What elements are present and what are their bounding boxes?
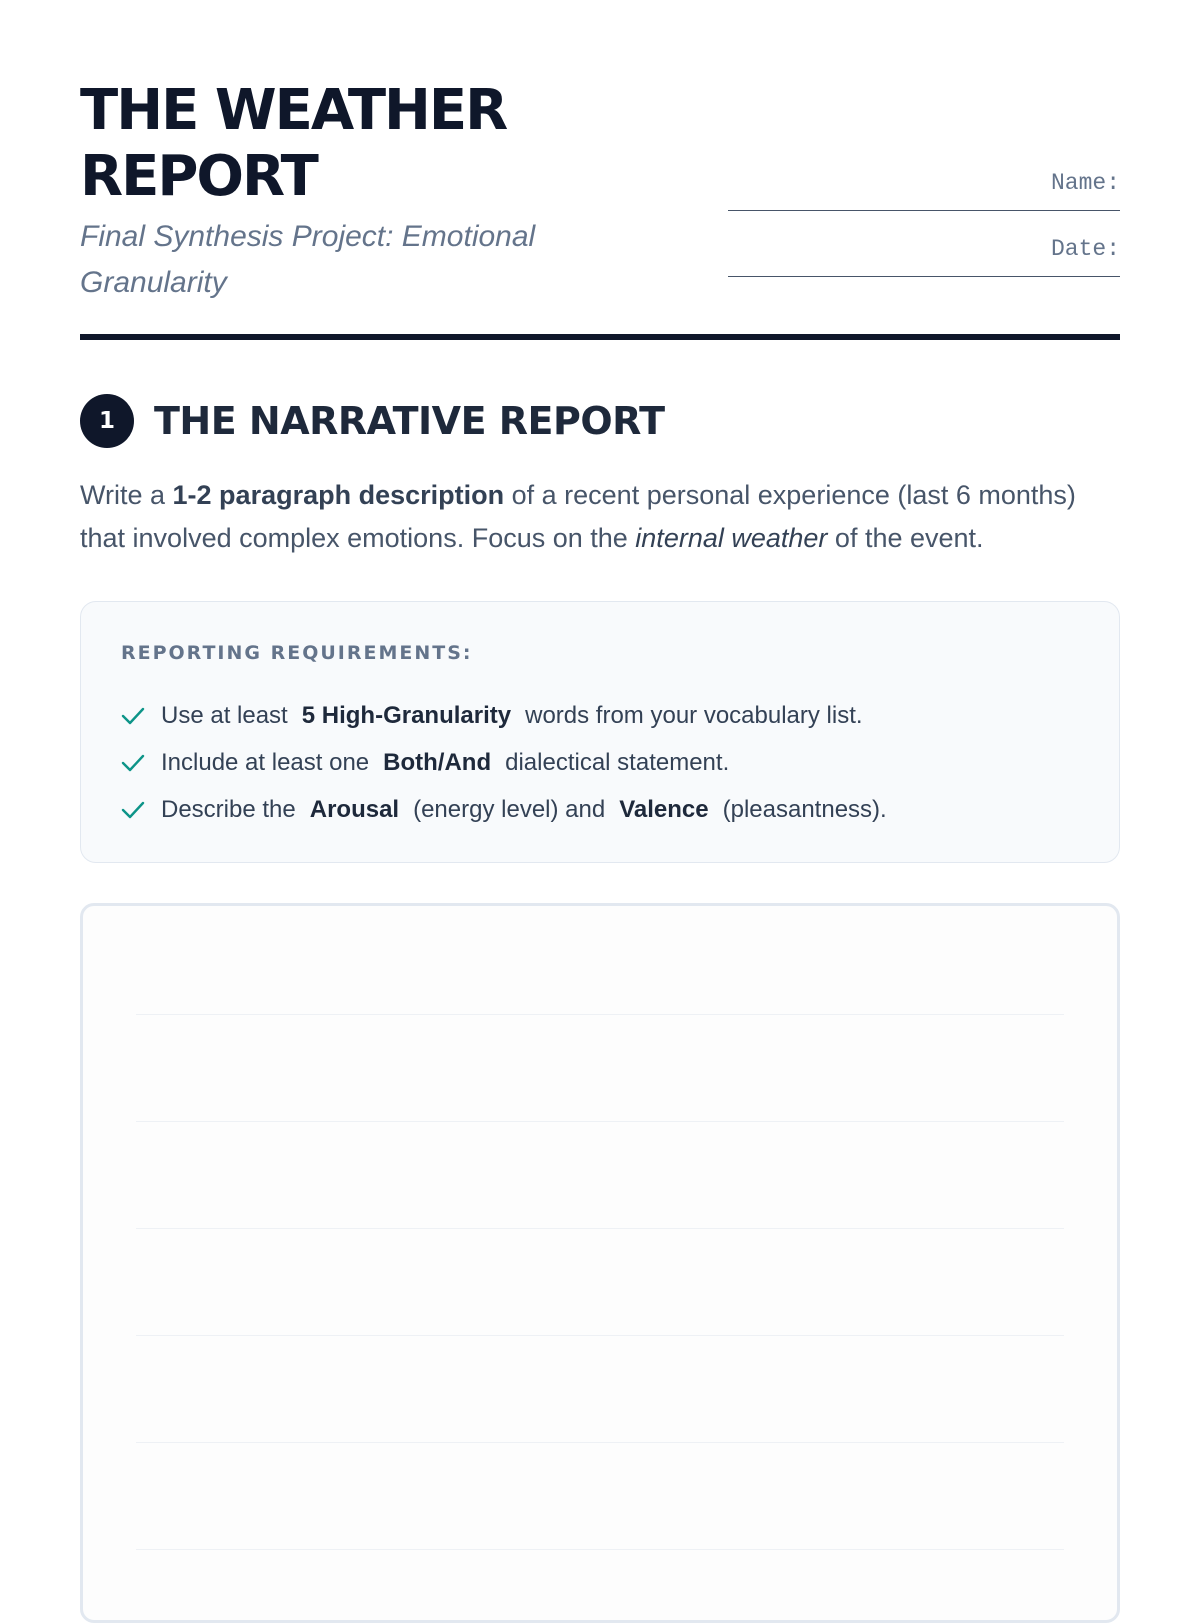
writing-line <box>136 1549 1064 1550</box>
requirement-keyword: 5 High-Granularity <box>301 701 512 729</box>
name-blank-line[interactable] <box>728 210 1120 211</box>
intro-text-3: of the event. <box>827 523 984 553</box>
date-blank-line[interactable] <box>728 276 1120 277</box>
writing-line <box>136 1442 1064 1443</box>
requirement-text: Include at least one <box>161 748 370 776</box>
requirements-title: REPORTING REQUIREMENTS: <box>121 642 473 664</box>
writing-area[interactable] <box>80 903 1120 1623</box>
check-icon <box>121 706 147 726</box>
requirement-text: dialectical statement. <box>505 748 730 776</box>
requirement-keyword: Arousal <box>309 795 400 823</box>
requirement-text: Describe the <box>161 795 296 823</box>
intro-emphasis-weather: internal weather <box>635 523 828 553</box>
name-field[interactable] <box>728 170 1120 236</box>
requirement-text: (energy level) and <box>413 795 606 823</box>
requirement-text: words from your vocabulary list. <box>525 701 863 729</box>
requirement-text: (pleasantness). <box>722 795 887 823</box>
requirement-keyword: Valence <box>619 795 709 823</box>
instructions-paragraph <box>80 474 1120 560</box>
page-title <box>80 78 640 210</box>
requirement-text: Use at least <box>161 701 288 729</box>
list-item <box>121 786 1079 833</box>
check-icon <box>121 800 147 820</box>
name-label: Name: <box>1050 170 1120 196</box>
writing-line <box>136 1335 1064 1336</box>
section-heading <box>80 394 665 448</box>
writing-line <box>136 1228 1064 1229</box>
title-line-1: THE WEATHER <box>80 78 507 143</box>
requirements-box <box>80 601 1120 863</box>
requirement-keyword: Both/And <box>383 748 492 776</box>
student-info <box>728 170 1120 302</box>
title-line-2: REPORT <box>80 144 317 209</box>
list-item <box>121 692 1079 739</box>
header-divider <box>80 334 1120 340</box>
writing-line <box>136 1121 1064 1122</box>
writing-line <box>136 1014 1064 1015</box>
page-subtitle: Final Synthesis Project: Emotional Granularity <box>80 220 536 299</box>
date-label: Date: <box>1050 236 1120 262</box>
worksheet-page <box>80 0 1120 1600</box>
section-title: THE NARRATIVE REPORT <box>154 399 665 443</box>
step-number-badge: 1 <box>80 394 134 448</box>
worksheet-header <box>80 78 1120 340</box>
check-icon <box>121 753 147 773</box>
list-item <box>121 739 1079 786</box>
requirements-list <box>121 692 1079 833</box>
date-field[interactable] <box>728 236 1120 302</box>
intro-emphasis-length: 1-2 paragraph description <box>172 480 505 510</box>
intro-text-2: of a recent personal experience (last 6 months) that involved complex emotions. Focus on the <box>80 480 1076 553</box>
intro-text-1: Write a <box>80 480 173 510</box>
